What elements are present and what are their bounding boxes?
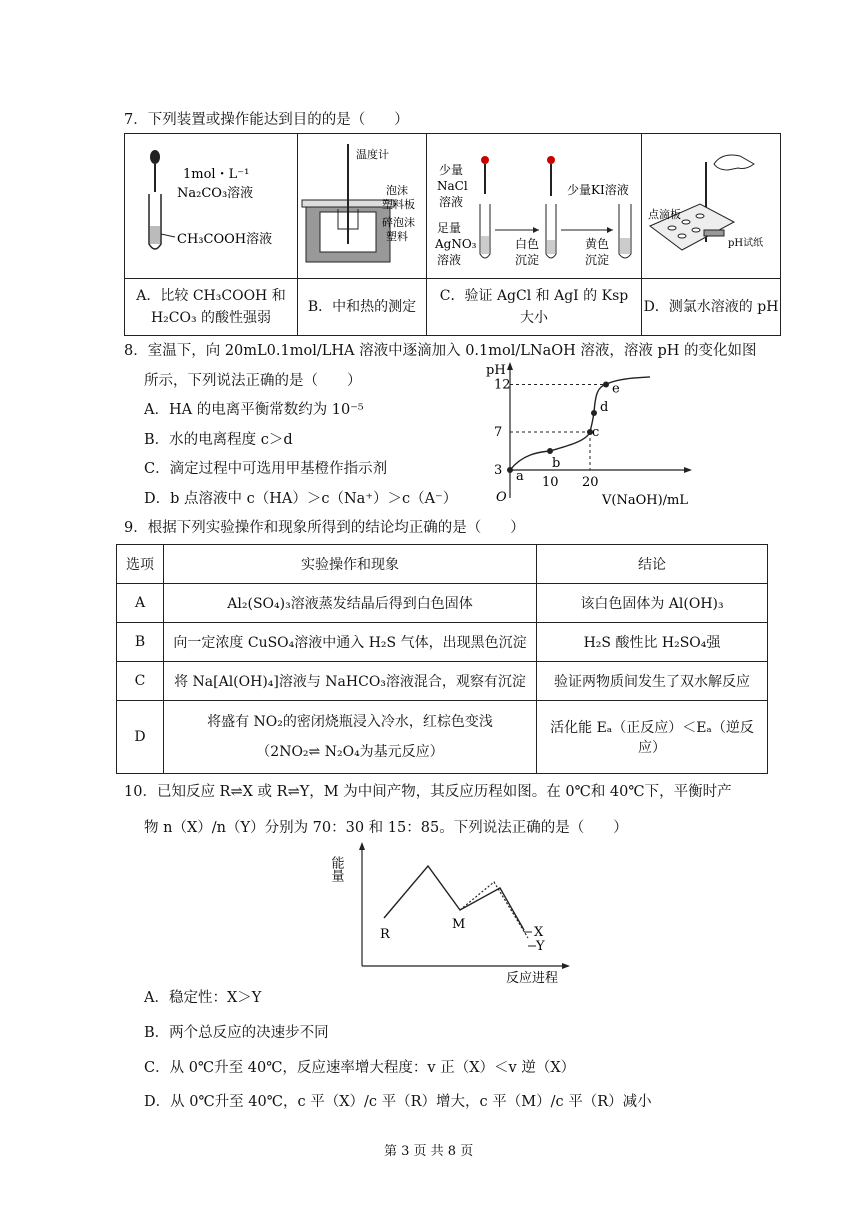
c-l4: 足量: [437, 221, 462, 235]
q7-fig-c: [427, 134, 642, 279]
b-foam2-label: 塑料: [386, 230, 408, 243]
path-to-y: [460, 882, 528, 938]
q9-row-a[interactable]: A Al₂(SO₄)₃溶液蒸发结晶后得到白色固体 该白色固体为 Al(OH)₃: [117, 584, 768, 623]
page-footer: 第 3 页 共 8 页: [384, 1144, 474, 1159]
q9-row-b[interactable]: B 向一定浓度 CuSO₄溶液中通入 H₂S 气体，出现黑色沉淀 H₂S 酸性比 H₂SO₄强: [117, 623, 768, 662]
q9-stem: 9．根据下列实验操作和现象所得到的结论均正确的是（ ）: [124, 520, 525, 536]
y-tick-3: 3: [494, 463, 503, 478]
q10-option-c[interactable]: C．从 0℃升至 40℃，反应速率增大程度：v 正（X）＜v 逆（X）: [144, 1060, 576, 1076]
dropper-icon: [150, 150, 160, 192]
q7-fig-d: [642, 134, 781, 279]
titration-curve: [510, 377, 650, 470]
b-board-label: 泡沫: [386, 184, 408, 197]
q7-option-c[interactable]: C．验证 AgCl 和 AgI 的 Ksp 大小: [427, 279, 642, 336]
x-tick-10: 10: [542, 475, 559, 490]
volume-axis-label: V(NaOH)/mL: [602, 493, 688, 508]
b-thermo-label: 温度计: [356, 148, 389, 161]
q7-option-d[interactable]: D．测氯水溶液的 pH: [642, 279, 781, 336]
ph-axis-label: pH: [486, 363, 506, 378]
progress-axis-label: 反应进程: [506, 971, 559, 986]
energy-axis-label: 能量: [328, 856, 344, 882]
c-l2: NaCl: [437, 179, 468, 193]
q7-stem: 7．下列装置或操作能达到目的的是（ ）: [124, 112, 409, 128]
q10-option-a[interactable]: A．稳定性：X＞Y: [144, 990, 262, 1006]
test-tube-icon: [149, 194, 161, 249]
q10-stem-2: 物 n（X）/n（Y）分别为 70：30 和 15：85。下列说法正确的是（ ）: [144, 820, 628, 836]
c-y2: 沉淀: [585, 253, 610, 267]
b-foam-label: 碎泡沫: [382, 216, 415, 229]
a-conc-label: 1mol・L⁻¹: [183, 167, 250, 182]
label-c: c: [592, 425, 600, 440]
q8-option-b[interactable]: B．水的电离程度 c＞d: [144, 432, 293, 448]
q9-header-conclusion: 结论: [537, 545, 768, 584]
tube1-icon: [480, 156, 490, 258]
point-e: [603, 382, 609, 388]
label-y: Y: [536, 939, 545, 954]
label-x: X: [534, 925, 544, 940]
q9-header-option: 选项: [117, 545, 164, 584]
c-l3: 溶液: [439, 195, 464, 209]
label-m: M: [452, 917, 466, 932]
label-a: a: [516, 469, 524, 484]
q7-apparatus-table: [124, 133, 781, 336]
label-e: e: [612, 381, 620, 397]
a-acid-label: CH₃COOH溶液: [177, 232, 273, 247]
y-tick-12: 12: [494, 377, 511, 393]
q10-option-b[interactable]: B．两个总反应的决速步不同: [144, 1025, 329, 1041]
c-l1: 少量: [439, 163, 464, 177]
x-tick-20: 20: [582, 475, 599, 490]
c-w1: 白色: [515, 237, 540, 251]
q9-header-operation: 实验操作和现象: [164, 545, 537, 584]
q7-fig-a: [125, 134, 298, 279]
c-ki: 少量KI溶液: [567, 183, 629, 197]
q10-stem-1: 10．已知反应 R⇌X 或 R⇌Y，M 为中间产物，其反应历程如图。在 0℃和 40℃下，平衡时产: [124, 784, 732, 800]
c-w2: 沉淀: [515, 253, 540, 267]
q7-fig-b: [298, 134, 427, 279]
d-plate-label: 点滴板: [648, 208, 681, 221]
q9-table: [116, 544, 768, 774]
point-d: [591, 410, 597, 416]
a-reagent-label: Na₂CO₃溶液: [177, 186, 254, 201]
q7-option-b[interactable]: B．中和热的测定: [298, 279, 427, 336]
q7-option-a[interactable]: A．比较 CH₃COOH 和 H₂CO₃ 的酸性强弱: [125, 279, 298, 336]
label-d: d: [600, 400, 609, 415]
origin-label: O: [496, 490, 507, 505]
q8-option-a[interactable]: A．HA 的电离平衡常数约为 10⁻⁵: [144, 402, 364, 418]
c-y1: 黄色: [585, 237, 610, 251]
point-a: [507, 467, 513, 473]
q8-stem-2: 所示，下列说法正确的是（ ）: [144, 373, 362, 389]
label-b: b: [552, 456, 561, 471]
tube2-icon: [546, 156, 556, 258]
q10-option-d[interactable]: D．从 0℃升至 40℃，c 平（X）/c 平（R）增大，c 平（M）/c 平（R）减小: [144, 1094, 652, 1110]
label-r: R: [380, 927, 390, 942]
q8-option-c[interactable]: C．滴定过程中可选用甲基橙作指示剂: [144, 461, 388, 477]
y-tick-7: 7: [494, 425, 503, 440]
q8-ph-chart: [484, 358, 704, 508]
b-board2-label: 塑料板: [382, 198, 415, 211]
q9-row-c[interactable]: C 将 Na[Al(OH)₄]溶液与 NaHCO₃溶液混合，观察有沉淀 验证两物质间发生了双水解反应: [117, 662, 768, 701]
calorimeter-icon: [302, 144, 394, 262]
c-l6: 溶液: [437, 253, 462, 267]
q8-option-d[interactable]: D．b 点溶液中 c（HA）＞c（Na⁺）＞c（A⁻）: [144, 491, 458, 507]
c-l5: AgNO₃: [435, 237, 477, 251]
point-b: [547, 448, 553, 454]
q9-row-d[interactable]: D 将盛有 NO₂的密闭烧瓶浸入冷水，红棕色变浅 （2NO₂⇌ N₂O₄为基元反应） 活化能 Eₐ（正反应）＜Eₐ（逆反应）: [117, 701, 768, 774]
tube3-icon: [619, 204, 631, 258]
q10-energy-diagram: [328, 838, 576, 988]
d-paper-label: pH试纸: [728, 238, 764, 249]
q8-stem-1: 8．室温下，向 20mL0.1mol/LHA 溶液中逐滴加入 0.1mol/LNaOH 溶液，溶液 pH 的变化如图: [124, 343, 757, 359]
